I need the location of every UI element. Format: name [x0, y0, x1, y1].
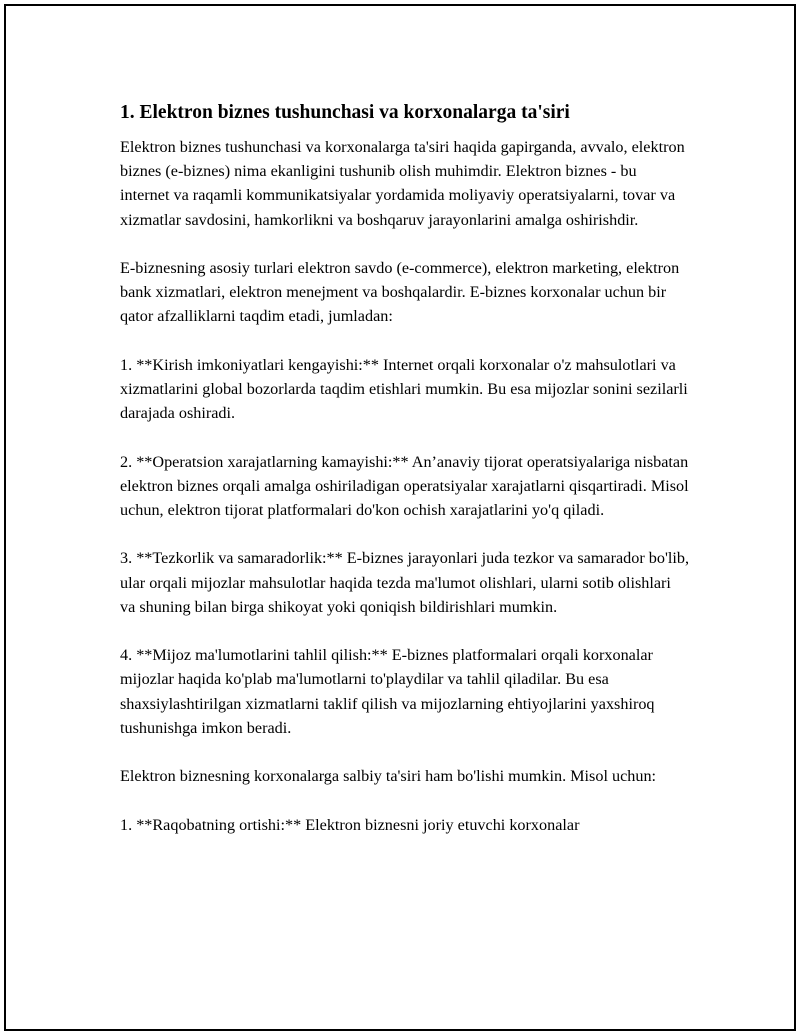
list-item-negative-1: 1. **Raqobatning ortishi:** Elektron biznesni joriy etuvchi korxonalar [120, 815, 580, 834]
section-heading: 1. Elektron biznes tushunchasi va korxonalarga ta'siri [120, 102, 570, 123]
page-frame [4, 4, 796, 1031]
list-item-advantage-3: 3. **Tezkorlik va samaradorlik:** E-biznes jarayonlari juda tezkor va samarador bo'lib, ular orqali mijozlar mahsulotlar haqida tezda ma'lumot olishlari, ularni sotib olishlari va shuning bilan birga shikoyat yoki qoniqish bildirishlari mumkin. [120, 549, 690, 616]
paragraph-types: E-biznesning asosiy turlari elektron savdo (e-commerce), elektron marketing, elektron bank xizmatlari, elektron menejment va boshqalardir. E-biznes korxonalar uchun bir qator afzalliklarni taqdim etadi, jumladan: [120, 259, 680, 326]
document-body [120, 100, 690, 837]
paragraph-negative: Elektron biznesning korxonalarga salbiy ta'siri ham bo'lishi mumkin. Misol uchun: [120, 767, 657, 786]
list-item-advantage-1: 1. **Kirish imkoniyatlari kengayishi:** Internet orqali korxonalar o'z mahsulotlari va xizmatlarini global bozorlarda taqdim etishlari mumkin. Bu esa mijozlar sonini sezilarli darajada oshiradi. [120, 355, 688, 423]
paragraph-intro: Elektron biznes tushunchasi va korxonalarga ta'siri haqida gapirganda, avvalo, elektron biznes (e-biznes) nima ekanligini tushunib olish muhimdir. Elektron biznes - bu internet va raqamli kommunikatsiyalar yordamida moliyaviy operatsiyalarni, tovar va xizmatlar savdosini, hamkorlikni va boshqaruv jarayonlarini amalga oshirishdir. [120, 138, 685, 229]
list-item-advantage-2: 2. **Operatsion xarajatlarning kamayishi:** An’anaviy tijorat operatsiyalariga nisbatan elektron biznes orqali amalga oshiriladigan operatsiyalar xarajatlarni qisqartiradi. Misol uchun, elektron tijorat platformalari do'kon ochish xarajatlarini yo'q qiladi. [120, 452, 689, 519]
list-item-advantage-4: 4. **Mijoz ma'lumotlarini tahlil qilish:** E-biznes platformalari orqali korxonalar mijozlar haqida ko'plab ma'lumotlarni to'playdilar va tahlil qiladilar. Bu esa shaxsiylashtirilgan xizmatlarni taklif qilish va mijozlarning ehtiyojlarini yaxshiroq tushunishga imkon beradi. [120, 646, 655, 737]
